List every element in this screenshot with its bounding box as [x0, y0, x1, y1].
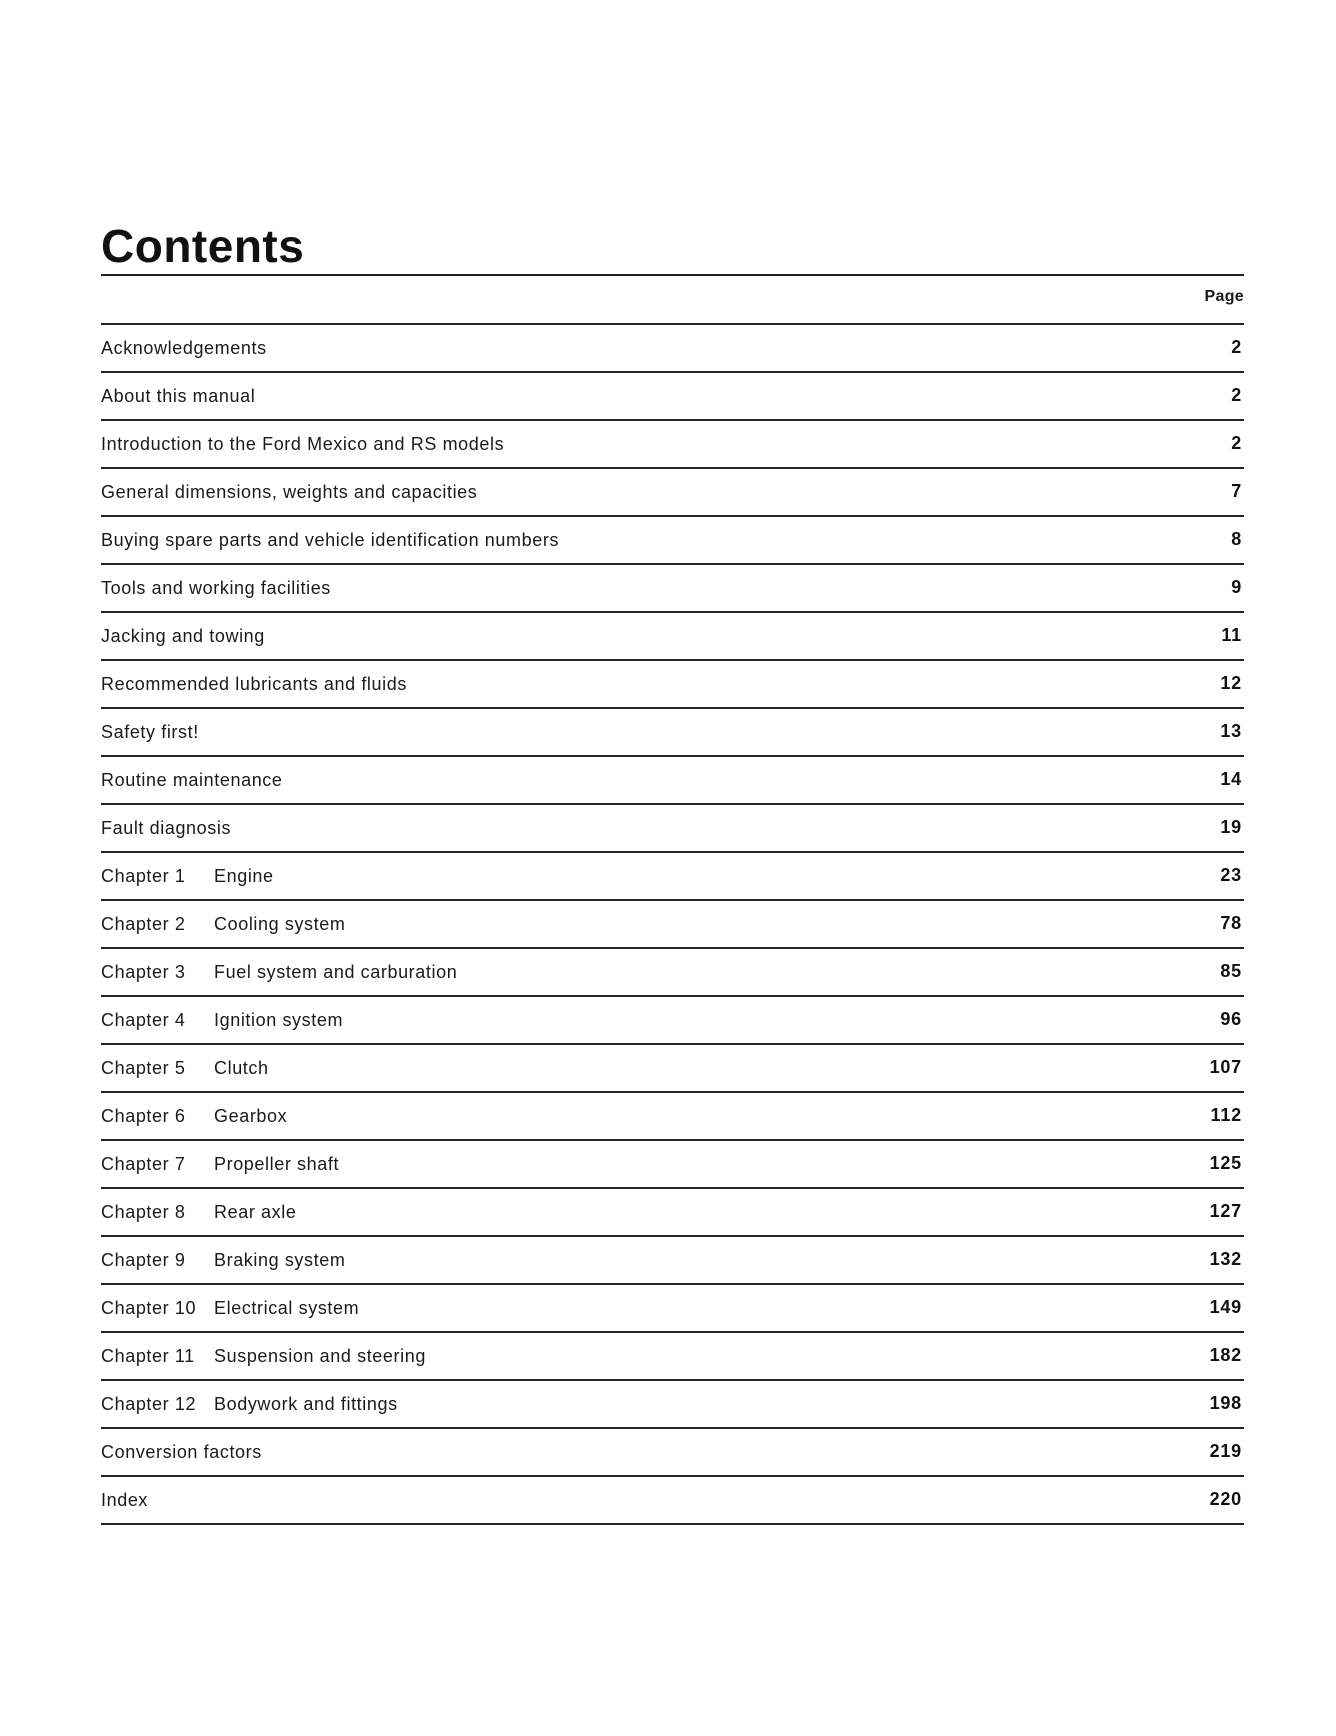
toc-entry[interactable]	[101, 1093, 1244, 1141]
toc-entry-title	[101, 1381, 398, 1429]
toc-entry-title	[101, 853, 274, 901]
toc-entry-label: Fuel system and carburation	[214, 962, 458, 982]
toc-page-number: 198	[1209, 1393, 1242, 1413]
toc-entry-label: Electrical system	[214, 1298, 360, 1318]
toc-entry-label: General dimensions, weights and capacities	[101, 482, 478, 502]
toc-entry-title	[101, 949, 457, 997]
toc-entry-title	[101, 517, 559, 565]
page-column-header: Page	[1204, 288, 1244, 305]
toc-page-number: 125	[1209, 1153, 1242, 1173]
chapter-number: Chapter 5	[101, 1058, 186, 1078]
toc-entry-title	[101, 325, 267, 373]
toc-entry-title	[101, 661, 407, 709]
toc-entry[interactable]	[101, 1477, 1244, 1525]
toc-page-number: 78	[1220, 913, 1242, 933]
chapter-number: Chapter 3	[101, 962, 186, 982]
toc-page-number: 7	[1231, 481, 1242, 501]
chapter-number: Chapter 7	[101, 1154, 186, 1174]
toc-page-number: 9	[1231, 577, 1242, 597]
toc-entry[interactable]	[101, 853, 1244, 901]
toc-entry-label: Engine	[214, 866, 274, 886]
chapter-number: Chapter 8	[101, 1202, 186, 1222]
toc-page-number: 182	[1209, 1345, 1242, 1365]
column-header-row	[101, 276, 1244, 325]
toc-entry[interactable]	[101, 997, 1244, 1045]
toc-entry-label: Safety first!	[101, 722, 199, 742]
toc-entry-title	[101, 1141, 339, 1189]
toc-entry-label: Conversion factors	[101, 1442, 262, 1462]
toc-entry-label: Index	[101, 1490, 149, 1510]
toc-entry-title	[101, 421, 504, 469]
toc-page-number: 2	[1231, 433, 1242, 453]
chapter-number: Chapter 4	[101, 1010, 186, 1030]
toc-entry[interactable]	[101, 1141, 1244, 1189]
toc-entry[interactable]	[101, 373, 1244, 421]
toc-entry[interactable]	[101, 517, 1244, 565]
toc-entry[interactable]	[101, 1285, 1244, 1333]
toc-entry-label: Propeller shaft	[214, 1154, 340, 1174]
toc-entry-label: Jacking and towing	[101, 626, 265, 646]
toc-entry-title	[101, 1333, 426, 1381]
toc-page-number: 12	[1220, 673, 1242, 693]
toc-entry-title	[101, 1477, 148, 1525]
toc-page-number: 132	[1209, 1249, 1242, 1269]
toc-entry[interactable]	[101, 709, 1244, 757]
toc-entry-label: Suspension and steering	[214, 1346, 426, 1366]
toc-page-number: 112	[1210, 1105, 1242, 1125]
toc-entry-label: Bodywork and fittings	[214, 1394, 398, 1414]
toc-entry-title	[101, 1237, 345, 1285]
chapter-number: Chapter 12	[101, 1394, 197, 1414]
toc-page-number: 8	[1231, 529, 1242, 549]
chapter-number: Chapter 1	[101, 866, 186, 886]
toc-entry-label: About this manual	[101, 386, 256, 406]
toc-entry-label: Rear axle	[214, 1202, 297, 1222]
toc-page-number: 96	[1220, 1009, 1242, 1029]
toc-entry[interactable]	[101, 565, 1244, 613]
toc-entry-title	[101, 1045, 269, 1093]
toc-page-number: 19	[1220, 817, 1242, 837]
toc-entry[interactable]	[101, 1045, 1244, 1093]
toc-list	[101, 325, 1244, 1525]
toc-entry-title	[101, 997, 343, 1045]
toc-page-number: 14	[1220, 769, 1242, 789]
toc-entry[interactable]	[101, 1237, 1244, 1285]
toc-entry-label: Recommended lubricants and fluids	[101, 674, 407, 694]
toc-entry-title	[101, 613, 265, 661]
toc-entry-label: Fault diagnosis	[101, 818, 232, 838]
toc-entry-title	[101, 757, 283, 805]
toc-entry-label: Buying spare parts and vehicle identification numbers	[101, 530, 560, 550]
toc-entry-title	[101, 373, 255, 421]
toc-page-number: 23	[1220, 865, 1242, 885]
toc-page-number: 220	[1209, 1489, 1242, 1509]
toc-page-number: 85	[1220, 961, 1242, 981]
contents-page	[101, 218, 1244, 1525]
toc-entry-title	[101, 709, 199, 757]
toc-entry[interactable]	[101, 1381, 1244, 1429]
toc-entry[interactable]	[101, 757, 1244, 805]
toc-page-number: 2	[1231, 337, 1242, 357]
toc-entry[interactable]	[101, 421, 1244, 469]
toc-entry[interactable]	[101, 661, 1244, 709]
page-title: Contents	[101, 220, 305, 272]
chapter-number: Chapter 11	[101, 1346, 195, 1366]
toc-entry-label: Gearbox	[214, 1106, 288, 1126]
toc-entry-title	[101, 901, 345, 949]
toc-page-number: 127	[1209, 1201, 1242, 1221]
toc-page-number: 149	[1209, 1297, 1242, 1317]
chapter-number: Chapter 9	[101, 1250, 186, 1270]
chapter-number: Chapter 6	[101, 1106, 186, 1126]
toc-entry[interactable]	[101, 1333, 1244, 1381]
toc-entry[interactable]	[101, 325, 1244, 373]
toc-page-number: 219	[1209, 1441, 1242, 1461]
toc-entry-title	[101, 1285, 359, 1333]
toc-entry-label: Tools and working facilities	[101, 578, 331, 598]
toc-entry-title	[101, 1093, 287, 1141]
chapter-number: Chapter 2	[101, 914, 186, 934]
toc-entry-title	[101, 1429, 262, 1477]
chapter-number: Chapter 10	[101, 1298, 197, 1318]
toc-page-number: 2	[1231, 385, 1242, 405]
toc-entry-title	[101, 805, 231, 853]
toc-entry-label: Introduction to the Ford Mexico and RS models	[101, 434, 505, 454]
toc-entry[interactable]	[101, 901, 1244, 949]
toc-entry-title	[101, 565, 331, 613]
toc-page-number: 13	[1220, 721, 1242, 741]
toc-entry[interactable]	[101, 805, 1244, 853]
toc-entry[interactable]	[101, 469, 1244, 517]
toc-entry-label: Ignition system	[214, 1010, 344, 1030]
toc-page-number: 11	[1221, 625, 1242, 645]
toc-entry[interactable]	[101, 1189, 1244, 1237]
toc-entry[interactable]	[101, 613, 1244, 661]
toc-entry[interactable]	[101, 1429, 1244, 1477]
toc-entry-label: Routine maintenance	[101, 770, 283, 790]
toc-entry-label: Braking system	[214, 1250, 346, 1270]
toc-entry-label: Clutch	[214, 1058, 269, 1078]
toc-page-number: 107	[1209, 1057, 1242, 1077]
toc-entry[interactable]	[101, 949, 1244, 997]
toc-entry-label: Cooling system	[214, 914, 346, 934]
toc-entry-title	[101, 469, 477, 517]
toc-entry-title	[101, 1189, 296, 1237]
toc-entry-label: Acknowledgements	[101, 338, 267, 358]
